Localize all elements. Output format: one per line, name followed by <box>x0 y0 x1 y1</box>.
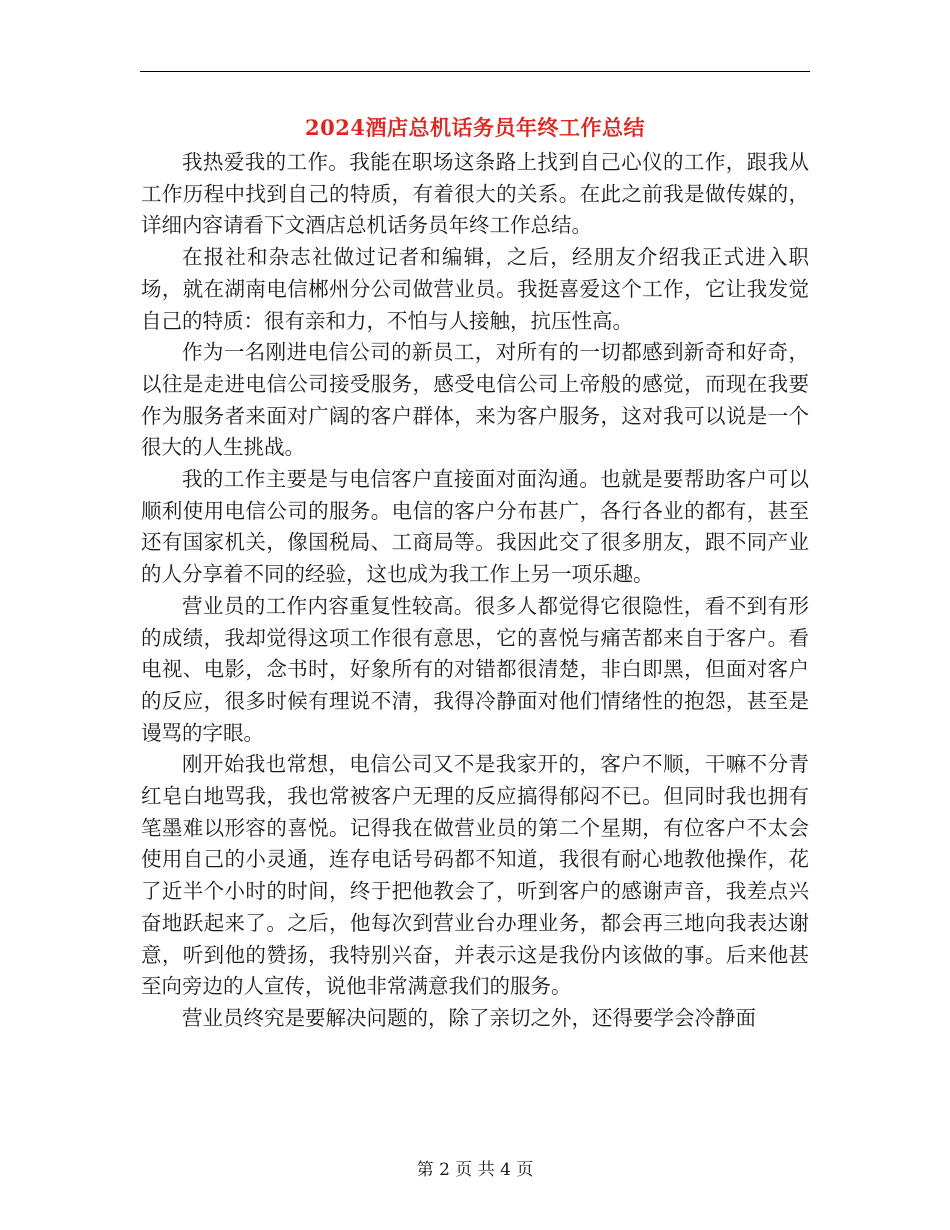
paragraph-1: 我热爱我的工作。我能在职场这条路上找到自己心仪的工作，跟我从工作历程中找到自己的特质，有着很大的关系。在此之前我是做传媒的， 详细内容请看下文酒店总机话务员年终工作总结。 <box>141 150 809 238</box>
paragraph-3: 作为一名刚进电信公司的新员工，对所有的一切都感到新奇和好奇，以往是走进电信公司接受服务，感受电信公司上帝般的感觉，而现在我要作为服务者来面对广阔的客户群体，来为客户服务，这对我可以说是一个很大的人生挑战。 <box>141 340 809 460</box>
page-number-footer: 第 2 页 共 4 页 <box>416 1160 534 1180</box>
document-body <box>141 147 809 1035</box>
document-title: 2024酒店总机话务员年终工作总结 <box>305 115 645 140</box>
paragraph-4: 我的工作主要是与电信客户直接面对面沟通。也就是要帮助客户可以顺利使用电信公司的服务。电信的客户分布甚广，各行各业的都有，甚至还有国家机关，像国税局、工商局等。我因此交了很多朋友，跟不同产业的人分享着不同的经验，这也成为我工作上另一项乐趣。 <box>141 467 809 587</box>
paragraph-7: 营业员终究是要解决问题的，除了亲切之外，还得要学会冷静面 <box>182 1005 756 1030</box>
paragraph-5: 营业员的工作内容重复性较高。很多人都觉得它很隐性，看不到有形的成绩，我却觉得这项工作很有意思，它的喜悦与痛苦都来自于客户。看电视、电影，念书时，好象所有的对错都很清楚，非白即黑，但面对客户的反应，很多时候有理说不清，我得冷静面对他们情绪性的抱怨，甚至是谩骂的字眼。 <box>141 593 809 745</box>
paragraph-6: 刚开始我也常想，电信公司又不是我家开的，客户不顺，干嘛不分青红皂白地骂我，我也常被客户无理的反应搞得郁闷不已。但同时我也拥有笔墨难以形容的喜悦。记得我在做营业员的第二个星期，有位客户不太会使用自己的小灵通，连存电话号码都不知道，我很有耐心地教他操作，花了近半个小时的时间，终于把他教会了，听到客户的感谢声音，我差点兴奋地跃起来了。之后，他每次到营业台办理业务，都会再三地向我表达谢意，听到他的赞扬，我特别兴奋，并表示这是我份内该做的事。后来他甚至向旁边的人宣传，说他非常满意我们的服务。 <box>141 752 809 999</box>
paragraph-2: 在报社和杂志社做过记者和编辑，之后，经朋友介绍我正式进入职场，就在湖南电信郴州分公司做营业员。我挺喜爱这个工作，它让我发觉自己的特质：很有亲和力，不怕与人接触，抗压性高。 <box>141 245 809 333</box>
header-rule <box>140 71 810 72</box>
